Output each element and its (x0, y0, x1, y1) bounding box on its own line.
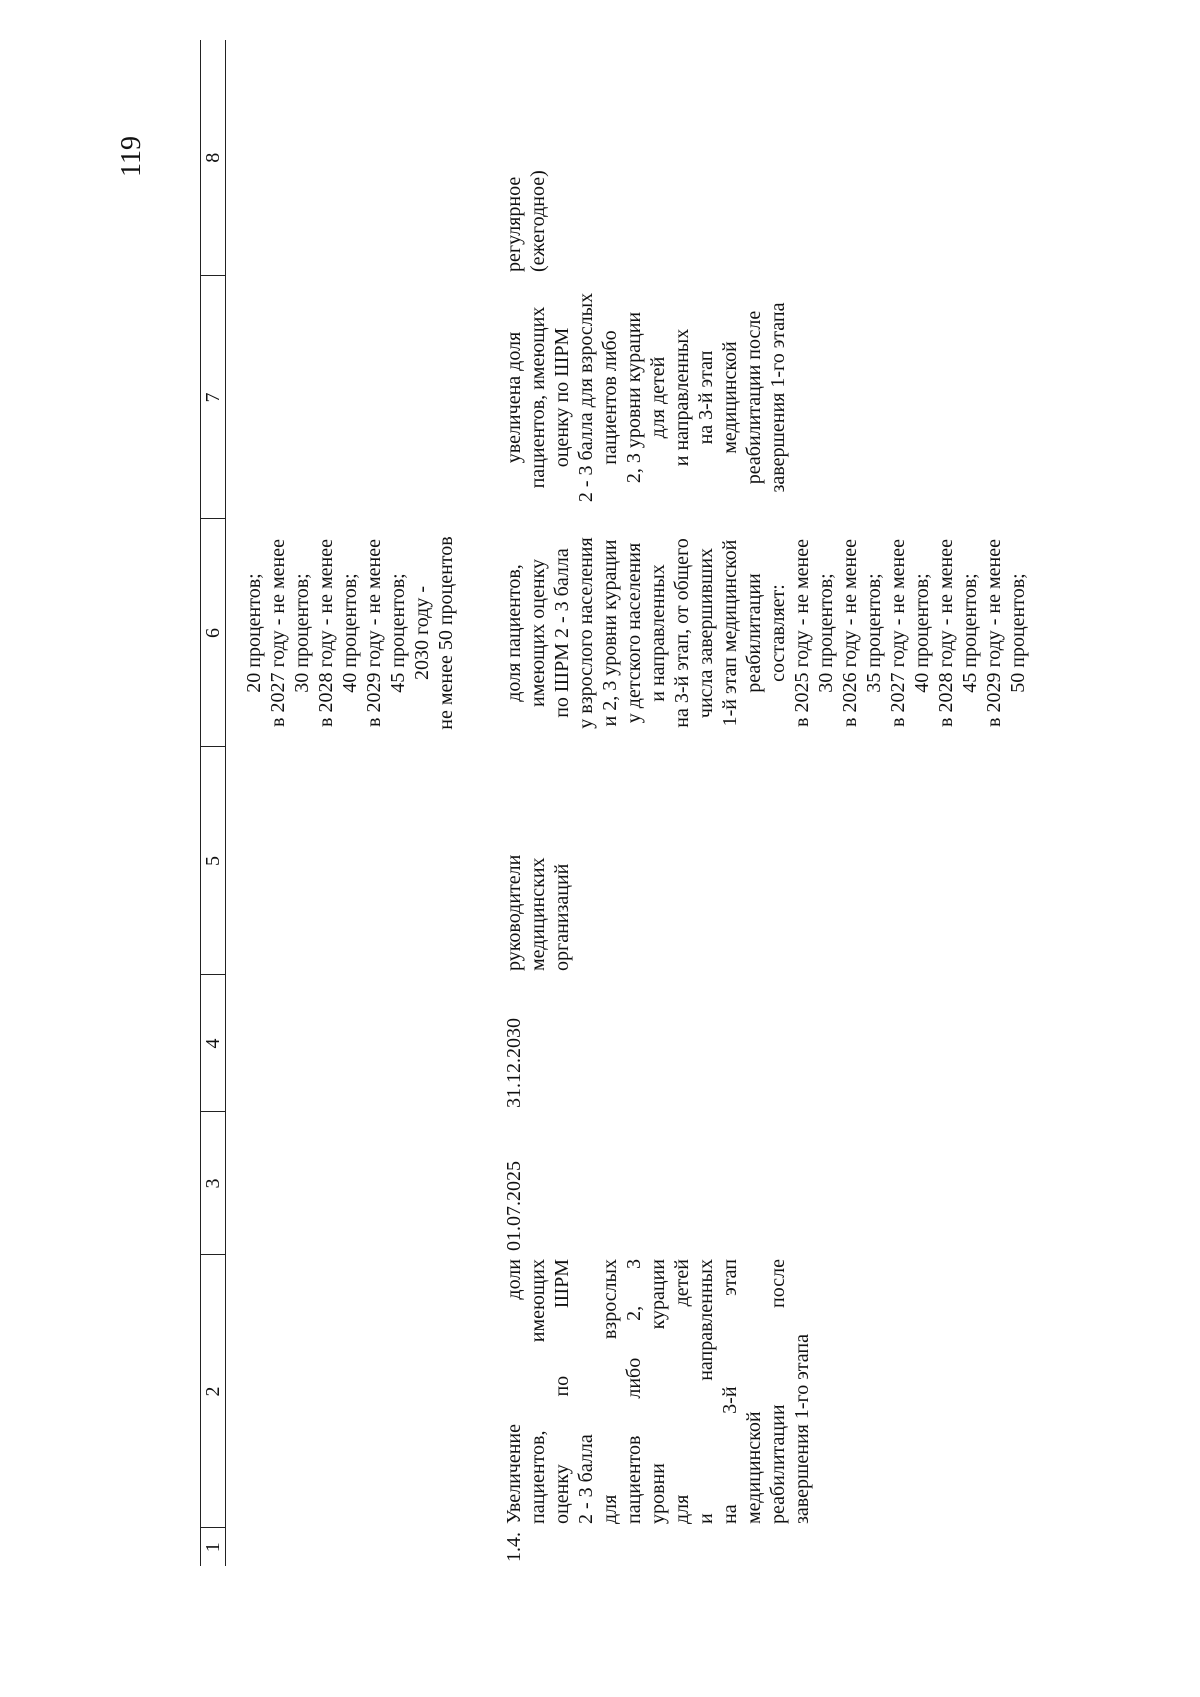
text-line: организаций (551, 863, 573, 971)
continuation-indicator (226, 519, 459, 747)
text-line: числа завершивших (695, 547, 717, 719)
text-line: 2030 году - (411, 586, 433, 680)
text-line: 45 процентов; (959, 573, 981, 693)
text-line: 20 процентов; (243, 573, 265, 693)
text-line: пациентов, имеющих (527, 1259, 549, 1524)
text-line: 2 - 3 балла (575, 1434, 597, 1524)
text-line: в 2028 году - не менее (935, 539, 957, 727)
text-line: в 2029 году - не менее (363, 539, 385, 727)
text-line: 1-й этап медицинской (719, 539, 741, 727)
text-line: медицинских (527, 857, 549, 971)
periodicity (458, 40, 1030, 276)
text-line: для взрослых (599, 1259, 621, 1524)
row-number: 1.4. (503, 1532, 525, 1562)
text-line: в 2027 году - не менее (887, 539, 909, 727)
col-header-6: 6 (201, 519, 226, 747)
text-line: для детей (671, 1259, 693, 1524)
text-line: и направленных (647, 564, 669, 702)
text-line: по ШРМ 2 - 3 балла (551, 548, 573, 718)
text-line: реабилитации после (767, 1259, 789, 1524)
text-line: не менее 50 процентов (435, 536, 457, 730)
result (458, 276, 1030, 519)
col-header-2: 2 (201, 1255, 226, 1528)
text-line: доля пациентов, (503, 564, 525, 702)
header-row (201, 40, 226, 1566)
col-header-3: 3 (201, 1112, 226, 1255)
text-line: у детского населения (623, 542, 645, 724)
text-line: в 2027 году - не менее (267, 539, 289, 727)
col-header-4: 4 (201, 975, 226, 1112)
measure-title (458, 1255, 1030, 1528)
text-line: составляет: (767, 584, 789, 682)
indicator (458, 519, 1030, 747)
text-line: у взрослого населения (575, 537, 597, 729)
text-line: на 3-й этап (719, 1259, 741, 1524)
text-line: 30 процентов; (291, 573, 313, 693)
responsible (458, 747, 1030, 975)
text-line: уровни курации (647, 1259, 669, 1524)
text-line: Увеличение доли (503, 1259, 525, 1524)
text-line: оценку по ШРМ (551, 327, 573, 468)
text-line: завершения 1-го этапа (791, 1334, 813, 1524)
text-line: в 2029 году - не менее (983, 539, 1005, 727)
text-line: 2, 3 уровни курации (623, 311, 645, 484)
text-line: завершения 1-го этапа (767, 302, 789, 493)
text-line: в 2026 году - не менее (839, 539, 861, 727)
col-header-5: 5 (201, 747, 226, 975)
table-row (458, 40, 1030, 1566)
text-line: и 2, 3 уровни курации (599, 539, 621, 727)
text-line: для детей (647, 356, 669, 439)
text-line: пациентов либо (599, 330, 621, 465)
text-line: 40 процентов; (339, 573, 361, 693)
start-date: 01.07.2025 (503, 1161, 525, 1251)
text-line: 50 процентов; (1007, 573, 1029, 693)
text-line: регулярное (503, 176, 525, 272)
text-line: оценку по ШРМ (551, 1259, 573, 1524)
text-line: 30 процентов; (815, 573, 837, 693)
end-date: 31.12.2030 (503, 1018, 525, 1108)
text-line: 35 процентов; (863, 573, 885, 693)
text-line: и направленных (671, 328, 693, 467)
text-line: реабилитации после (743, 310, 765, 485)
text-line: и направленных (695, 1259, 717, 1524)
text-line: 40 процентов; (911, 573, 933, 693)
col-header-8: 8 (201, 40, 226, 276)
page-number: 119 (116, 136, 147, 177)
text-line: в 2028 году - не менее (315, 539, 337, 727)
text-line: на 3-й этап (695, 350, 717, 445)
text-line: реабилитации (743, 573, 765, 693)
text-line: (ежегодное) (527, 170, 549, 272)
col-header-7: 7 (201, 276, 226, 519)
col-header-1: 1 (201, 1528, 226, 1566)
text-line: 45 процентов; (387, 573, 409, 693)
text-line: пациентов либо 2, 3 (623, 1259, 645, 1524)
text-line: увеличена доля (503, 331, 525, 464)
text-line: медицинской (743, 1411, 765, 1524)
text-line: в 2025 году - не менее (791, 539, 813, 727)
measures-table (200, 40, 1030, 1566)
text-line: руководители (503, 854, 525, 971)
text-line: на 3-й этап, от общего (671, 538, 693, 728)
text-line: 2 - 3 балла для взрослых (575, 292, 597, 503)
text-line: медицинской (719, 341, 741, 454)
continuation-row (226, 40, 459, 1566)
text-line: имеющих оценку (527, 559, 549, 707)
text-line: пациентов, имеющих (527, 306, 549, 489)
